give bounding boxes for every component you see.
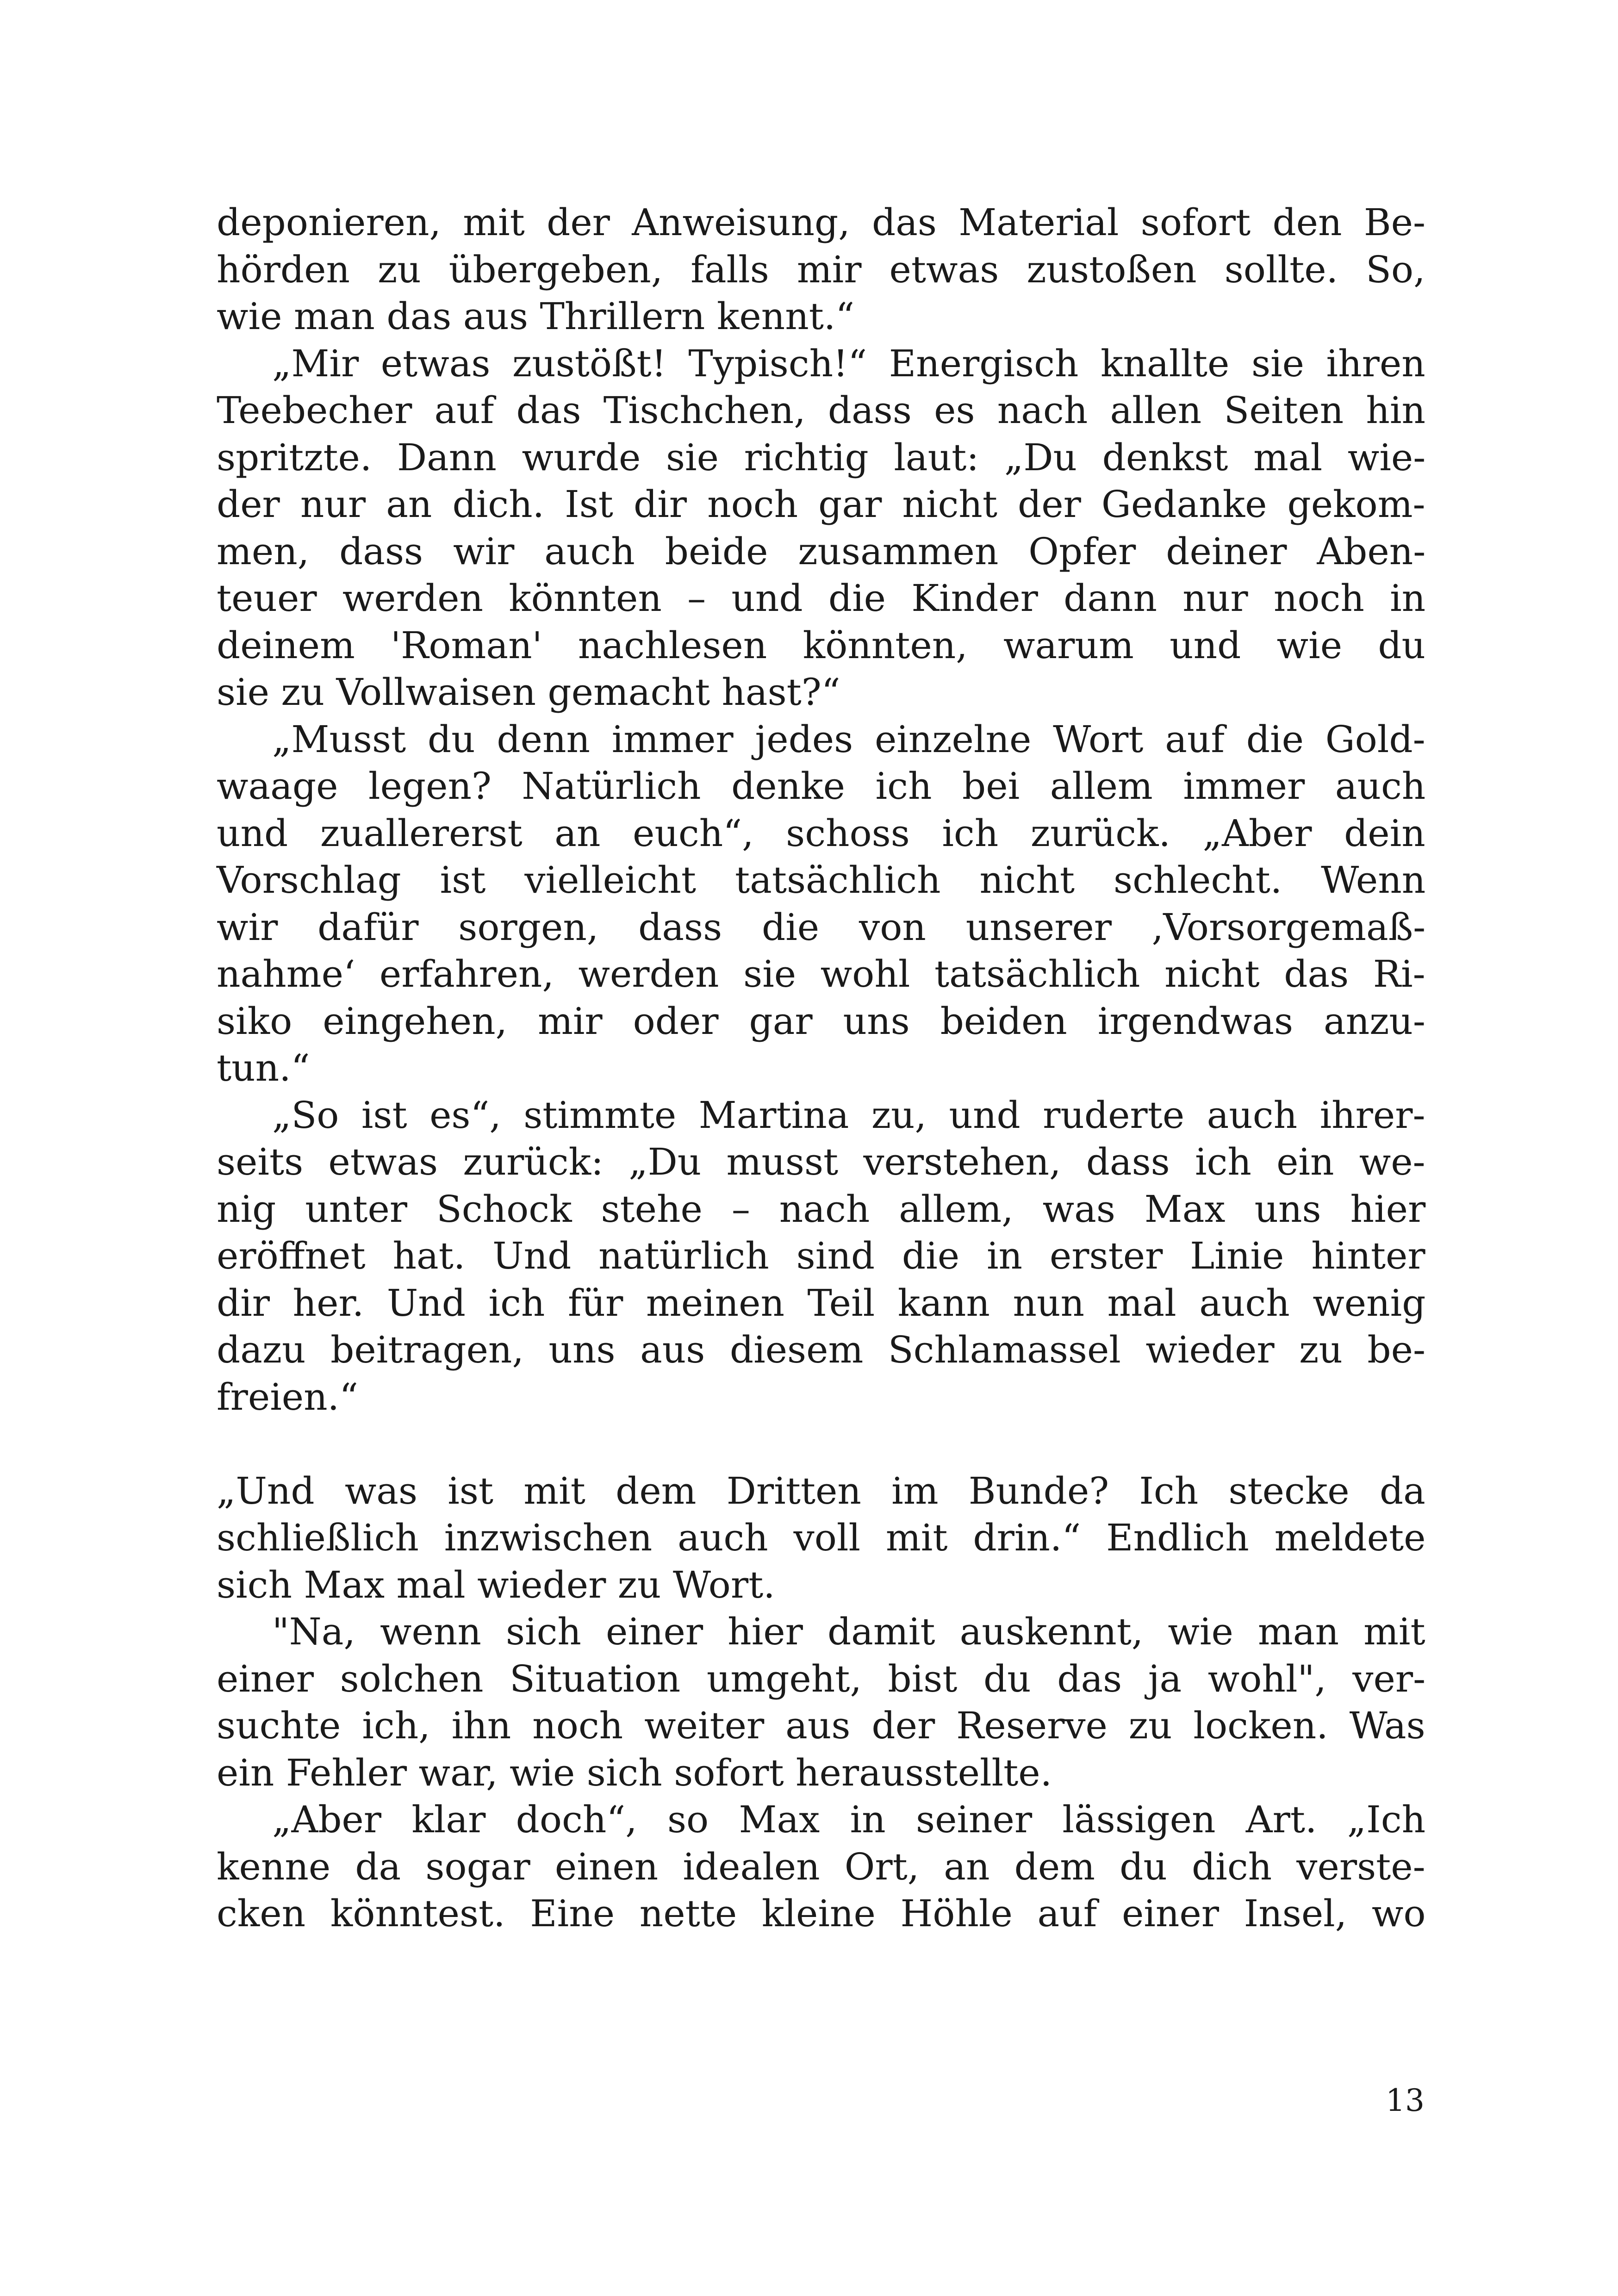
text-line: dazu beitragen, uns aus diesem Schlamassel wieder zu be-	[217, 1328, 1425, 1371]
text-line: deponieren, mit der Anweisung, das Material sofort den Be-	[217, 201, 1425, 244]
text-line: suchte ich, ihn noch weiter aus der Reserve zu locken. Was	[217, 1704, 1425, 1747]
text-line: kenne da sogar einen idealen Ort, an dem du dich verste-	[217, 1845, 1425, 1888]
text-line: freien.“	[217, 1375, 358, 1419]
text-line: „Mir etwas zustößt! Typisch!“ Energisch knallte sie ihren	[272, 342, 1425, 385]
text-line: „Aber klar doch“, so Max in seiner lässigen Art. „Ich	[272, 1798, 1426, 1841]
text-line: dir her. Und ich für meinen Teil kann nun mal auch wenig	[217, 1281, 1426, 1325]
text-line: spritzte. Dann wurde sie richtig laut: „Du denkst mal wie-	[217, 436, 1426, 479]
page-number: 13	[1386, 2083, 1425, 2118]
text-line: nahme‘ erfahren, werden sie wohl tatsächlich nicht das Ri-	[217, 952, 1425, 996]
text-line: seits etwas zurück: „Du musst verstehen, dass ich ein we-	[217, 1140, 1425, 1183]
text-line: Teebecher auf das Tischchen, dass es nach allen Seiten hin	[217, 389, 1425, 432]
text-line: hörden zu übergeben, falls mir etwas zustoßen sollte. So,	[217, 248, 1425, 291]
text-line: „Und was ist mit dem Dritten im Bunde? Ich stecke da	[217, 1469, 1425, 1512]
text-line: und zuallererst an euch“, schoss ich zurück. „Aber dein	[217, 811, 1425, 855]
text-line: eröffnet hat. Und natürlich sind die in erster Linie hinter	[217, 1234, 1425, 1277]
text-line: wir dafür sorgen, dass die von unserer ‚Vorsorgemaß-	[217, 905, 1426, 949]
paragraph	[217, 1608, 1425, 1796]
text-line: der nur an dich. Ist dir noch gar nicht der Gedanke gekom-	[217, 483, 1425, 526]
text-line: Vorschlag ist vielleicht tatsächlich nicht schlecht. Wenn	[217, 859, 1426, 902]
text-line: deinem 'Roman' nachlesen könnten, warum und wie du	[217, 623, 1426, 667]
paragraph	[217, 340, 1425, 716]
text-line: „Musst du denn immer jedes einzelne Wort auf die Gold-	[272, 717, 1425, 761]
text-line: sich Max mal wieder zu Wort.	[217, 1563, 775, 1606]
text-line: einer solchen Situation umgeht, bist du das ja wohl", ver-	[217, 1657, 1426, 1700]
paragraph	[217, 1468, 1425, 1609]
paragraph	[217, 716, 1425, 1092]
text-line: teuer werden könnten – und die Kinder dann nur noch in	[217, 577, 1426, 620]
paragraph-gap	[217, 1420, 1425, 1468]
text-line: sie zu Vollwaisen gemacht hast?“	[217, 671, 840, 714]
text-line: tun.“	[217, 1046, 310, 1089]
text-line: men, dass wir auch beide zusammen Opfer deiner Aben-	[217, 529, 1426, 573]
text-line: waage legen? Natürlich denke ich bei allem immer auch	[217, 765, 1426, 808]
text-line: nig unter Schock stehe – nach allem, was Max uns hier	[217, 1187, 1426, 1231]
text-line: cken könntest. Eine nette kleine Höhle auf einer Insel, wo	[217, 1892, 1426, 1935]
text-line: „So ist es“, stimmte Martina zu, und ruderte auch ihrer-	[272, 1093, 1425, 1137]
text-line: siko eingehen, mir oder gar uns beiden irgendwas anzu-	[217, 999, 1425, 1043]
paragraph	[217, 1796, 1425, 1937]
text-line: "Na, wenn sich einer hier damit auskennt, wie man mit	[272, 1610, 1425, 1653]
text-line: wie man das aus Thrillern kennt.“	[217, 295, 855, 338]
text-line: schließlich inzwischen auch voll mit drin.“ Endlich meldete	[217, 1516, 1426, 1559]
paragraph	[217, 199, 1425, 340]
paragraph	[217, 1092, 1425, 1421]
body-text	[217, 199, 1425, 1937]
text-line: ein Fehler war, wie sich sofort herausstellte.	[217, 1751, 1052, 1794]
